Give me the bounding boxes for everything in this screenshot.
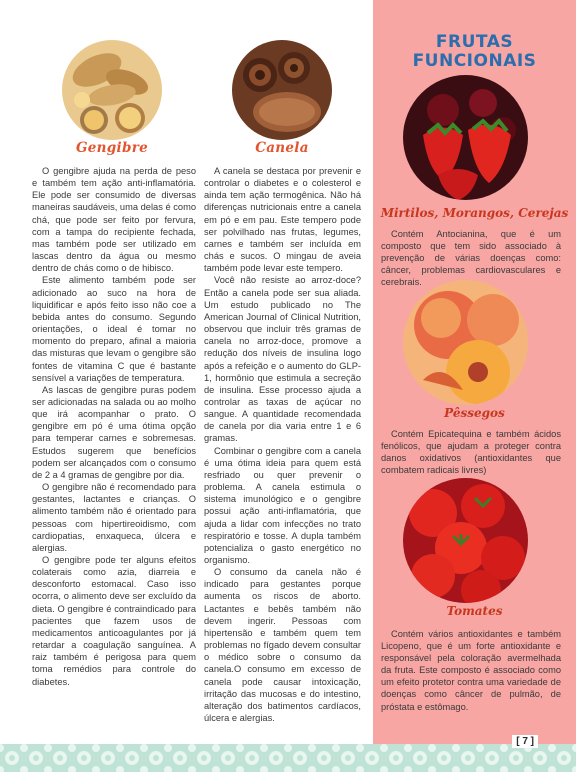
frutas-funcionais-sidebar [373,0,576,744]
page-number-value: 7 [522,736,528,747]
gengibre-body [32,165,196,688]
gengibre-heading: Gengibre [75,140,149,156]
canela-heading: Canela [255,140,309,156]
berries-paragraph: Contém Antocianina, que é um composto que tem sido associado à prevenção de várias doenças como: câncer, problemas cardiovasculares e cerebrais. [381,229,561,288]
cinnamon-photo [232,40,332,140]
canela-paragraph: Você não resiste ao arroz-doce? Então a canela pode ser sua aliada. Um estudo publicado no The American Journal of Clinical Nutrition, observou que incluir três gramas de canela no arroz-doce, promove a redução dos níveis de insulina logo após a refeição e o aumento do GLP-1, hormônio que estimula a secreção de insulina. Esse processo ajuda a controlar as taxas de açúcar no sangue. A quantidade recomendada de canela por dia varia entre 1 e 6 gramas. [204,275,361,444]
peaches-paragraph: Contém Epicatequina e também ácidos fenólicos, que ajudam a proteger contra danos oxidativos (antioxidantes que combatem radicais livres) [381,429,561,476]
page-number: [ 7 ] [512,735,538,748]
canela-paragraph: Combinar o gengibre com a canela é uma ótima ideia para quem está resfriado ou quer prevenir o problema. A canela estimula o sistema imunológico e o gengibre possui ação anti-inflamatória, que ajuda a lidar com infecções no trato respiratório e tosse. A dupla também potencializa o gasto energético no organismo. [204,445,361,565]
gengibre-paragraph: Este alimento também pode ser adicionado ao suco na hora de liquidificar e após feito isso não coe a bebida antes do consumo. Segundo orientações, o ideal é tomar no momento do preparo, afinal a maioria das misturas que levam o gengibre são fontes de vitamina C que é bastante sensível a variações de temperatura. [32,275,196,383]
gengibre-paragraph: As lascas de gengibre puras podem ser adicionadas na salada ou ao molho que irá acompanhar o prato. O gengibre em pó é uma ótima opção para temperar carnes e sobremesas. Estudos sugerem que benefícios podem ser alcançados com o consumo de 2 a 4 gramas de gengibre por dia. [32,384,196,480]
decorative-footer-band [0,744,576,772]
peaches-heading: Pêssegos [444,406,505,420]
ginger-photo [62,40,162,140]
peaches-photo [403,280,528,405]
tomatoes-heading: Tomates [446,604,503,618]
canela-body [204,165,361,724]
tomatoes-photo [403,478,528,603]
sidebar-title-line2: FUNCIONAIS [412,51,537,71]
tomatoes-text [381,628,561,713]
gengibre-paragraph: O gengibre não é recomendado para gestantes, lactantes e crianças. O alimento também não é orientado para pessoas com hipertireoidismo, com cardiopatias, enxaqueca, úlcera e alergias. [32,482,196,553]
gengibre-paragraph: O gengibre ajuda na perda de peso e também tem ação anti-inflamatória. Ele pode ser consumido de diversas maneiras saudáveis, uma delas é como chá, que pode ser feito por fervura, com a tampa do recipiente fechada, mas também pode ser utilizado em lascas dentro da água ou mesmo dentro de chás como o de hibisco. [32,166,196,274]
canela-paragraph: A canela se destaca por prevenir e controlar o diabetes e o colesterol e ainda tem ação termogênica. Não há diferenças nutricionais entre a canela em pó e em pau. Este tempero pode ser polvilhado nas frutas, legumes, carnes e também ser incluída em chás e sucos. O mingau de aveia também pode levar este tempero. [204,166,361,274]
tomatoes-paragraph: Contém vários antioxidantes e também Licopeno, que é um forte antioxidante e responsável pela coloração avermelhada da fruta. Este composto é associado como um efeito protetor contra uma variedade de doenças como câncer de pulmão, de próstata e estômago. [381,629,561,712]
sidebar-title-line1: FRUTAS [435,32,514,52]
berries-photo [403,75,528,200]
peaches-text [381,428,561,476]
canela-paragraph: O consumo da canela não é indicado para gestantes porque aumenta os riscos de aborto. Lactantes e bebês também não devem ingerir. Pessoas com hipertensão e também quem tem problemas no fígado devem consultar o médico sobre o consumo da canela.O consumo em excesso de canela pode causar intoxicação, irritação das mucosas e do intestino, alteração dos batimentos cardíacos, úlcera e alergias. [204,567,361,724]
gengibre-paragraph: O gengibre pode ter alguns efeitos colaterais como azia, diarreia e desconforto estomacal. Caso isso ocorra, o alimento deve ser excluído da dieta. O gengibre é contraindicado para pacientes que fazem usos de medicamentos anticoagulantes por já retardar a coagulação sanguínea. A raiz também é perigosa para quem toma remédios para controle do diabetes. [32,555,196,687]
berries-heading: Mirtilos, Morangos, Cerejas [380,206,569,220]
